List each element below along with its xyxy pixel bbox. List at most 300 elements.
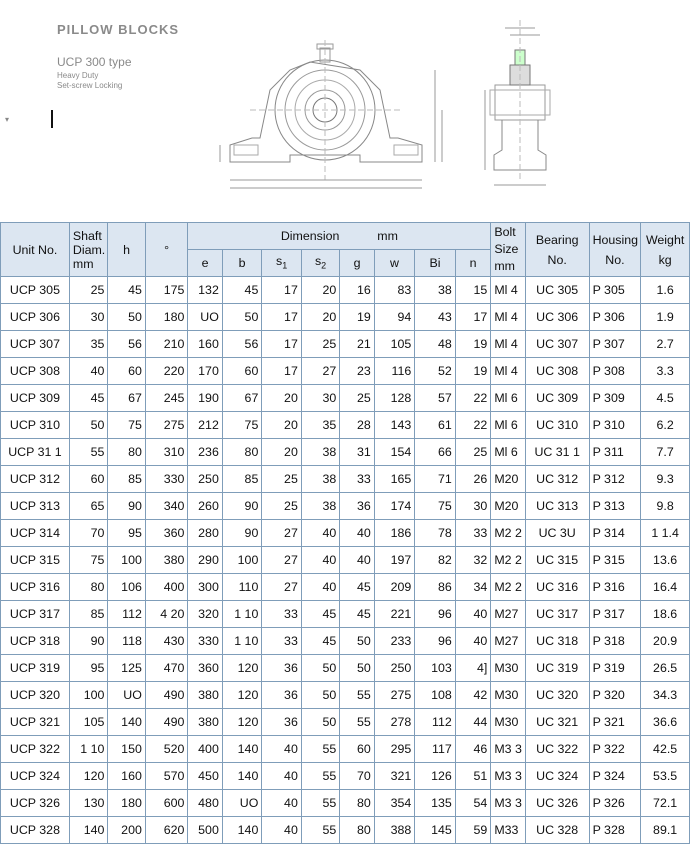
cell-bolt-size: Ml 6 xyxy=(491,412,525,439)
table-header-row xyxy=(1,223,690,250)
cell-weight: 1.6 xyxy=(641,277,690,304)
cell-degree: 430 xyxy=(145,628,188,655)
cell-degree: 180 xyxy=(145,304,188,331)
cell-g: 80 xyxy=(340,817,374,844)
cell-e: 450 xyxy=(188,763,222,790)
cell-b: 60 xyxy=(222,358,262,385)
cell-s1: 27 xyxy=(262,547,302,574)
cell-n: 51 xyxy=(455,763,491,790)
cell-g: 70 xyxy=(340,763,374,790)
cell-bi: 43 xyxy=(415,304,456,331)
cell-housing-no: P 328 xyxy=(589,817,641,844)
cell-shaft-diam: 80 xyxy=(69,574,107,601)
cell-s2: 50 xyxy=(301,709,339,736)
cell-s1: 33 xyxy=(262,601,302,628)
cell-s1: 40 xyxy=(262,763,302,790)
header-housing-no: Housing No. xyxy=(589,223,641,277)
brand-subtitle-locking: Set-screw Locking xyxy=(57,81,123,90)
cell-bi: 78 xyxy=(415,520,456,547)
cell-bearing-no: UC 305 xyxy=(525,277,589,304)
cell-shaft-diam: 100 xyxy=(69,682,107,709)
cell-unit-no: UCP 320 xyxy=(1,682,70,709)
cell-s1: 33 xyxy=(262,628,302,655)
cell-s2: 38 xyxy=(301,493,339,520)
cell-shaft-diam: 120 xyxy=(69,763,107,790)
cell-bearing-no: UC 306 xyxy=(525,304,589,331)
cell-n: 46 xyxy=(455,736,491,763)
cell-e: 280 xyxy=(188,520,222,547)
cell-housing-no: P 309 xyxy=(589,385,641,412)
cell-shaft-diam: 85 xyxy=(69,601,107,628)
brand-title: PILLOW BLOCKS xyxy=(57,22,180,37)
cell-bearing-no: UC 322 xyxy=(525,736,589,763)
cell-b: 140 xyxy=(222,763,262,790)
cell-b: 75 xyxy=(222,412,262,439)
cell-s2: 20 xyxy=(301,277,339,304)
cell-weight: 9.3 xyxy=(641,466,690,493)
cell-s1: 20 xyxy=(262,412,302,439)
cell-housing-no: P 318 xyxy=(589,628,641,655)
cell-housing-no: P 326 xyxy=(589,790,641,817)
cell-n: 17 xyxy=(455,304,491,331)
cell-weight: 26.5 xyxy=(641,655,690,682)
cell-n: 40 xyxy=(455,601,491,628)
header-s1: $s_1$ xyxy=(262,250,302,277)
cell-housing-no: P 306 xyxy=(589,304,641,331)
cell-housing-no: P 317 xyxy=(589,601,641,628)
cell-s1: 36 xyxy=(262,709,302,736)
cell-h: 60 xyxy=(108,358,145,385)
cell-h: 67 xyxy=(108,385,145,412)
cell-bolt-size: Ml 4 xyxy=(491,358,525,385)
cell-g: 33 xyxy=(340,466,374,493)
table-row xyxy=(1,520,690,547)
cell-housing-no: P 314 xyxy=(589,520,641,547)
cell-s2: 55 xyxy=(301,817,339,844)
cell-s1: 40 xyxy=(262,790,302,817)
header-shaft-diam: Shaft Diam. mm xyxy=(69,223,107,277)
cell-unit-no: UCP 324 xyxy=(1,763,70,790)
cell-e: 212 xyxy=(188,412,222,439)
cell-weight: 9.8 xyxy=(641,493,690,520)
header-b: b xyxy=(222,250,262,277)
cell-unit-no: UCP 312 xyxy=(1,466,70,493)
cell-bi: 112 xyxy=(415,709,456,736)
cell-bolt-size: Ml 6 xyxy=(491,385,525,412)
cell-g: 16 xyxy=(340,277,374,304)
cell-weight: 4.5 xyxy=(641,385,690,412)
cell-bi: 96 xyxy=(415,628,456,655)
cell-s2: 30 xyxy=(301,385,339,412)
cell-degree: 245 xyxy=(145,385,188,412)
cell-bearing-no: UC 317 xyxy=(525,601,589,628)
cell-e: 290 xyxy=(188,547,222,574)
cell-degree: 570 xyxy=(145,763,188,790)
cell-bolt-size: M20 xyxy=(491,493,525,520)
cell-unit-no: UCP 310 xyxy=(1,412,70,439)
cell-weight: 6.2 xyxy=(641,412,690,439)
cell-w: 165 xyxy=(374,466,415,493)
cell-housing-no: P 321 xyxy=(589,709,641,736)
cell-bi: 57 xyxy=(415,385,456,412)
cell-housing-no: P 322 xyxy=(589,736,641,763)
cell-bearing-no: UC 319 xyxy=(525,655,589,682)
header-bolt-size: Bolt Size mm xyxy=(491,223,525,277)
table-row xyxy=(1,466,690,493)
cell-bi: 145 xyxy=(415,817,456,844)
cell-weight: 1 1.4 xyxy=(641,520,690,547)
cell-w: 105 xyxy=(374,331,415,358)
cell-shaft-diam: 40 xyxy=(69,358,107,385)
cell-s2: 45 xyxy=(301,628,339,655)
cell-h: 75 xyxy=(108,412,145,439)
cell-degree: 380 xyxy=(145,547,188,574)
header-degree: ° xyxy=(145,223,188,277)
cell-s2: 25 xyxy=(301,331,339,358)
cell-e: 260 xyxy=(188,493,222,520)
cell-housing-no: P 319 xyxy=(589,655,641,682)
cell-unit-no: UCP 314 xyxy=(1,520,70,547)
cell-s2: 55 xyxy=(301,763,339,790)
cell-w: 83 xyxy=(374,277,415,304)
cell-bolt-size: M30 xyxy=(491,709,525,736)
cell-bolt-size: Ml 6 xyxy=(491,439,525,466)
cell-shaft-diam: 140 xyxy=(69,817,107,844)
cell-g: 28 xyxy=(340,412,374,439)
cell-degree: 310 xyxy=(145,439,188,466)
cell-unit-no: UCP 319 xyxy=(1,655,70,682)
cell-degree: 220 xyxy=(145,358,188,385)
cell-s1: 17 xyxy=(262,304,302,331)
cell-bi: 71 xyxy=(415,466,456,493)
cell-b: 90 xyxy=(222,520,262,547)
cell-weight: 18.6 xyxy=(641,601,690,628)
table-body xyxy=(1,277,690,844)
cell-bi: 126 xyxy=(415,763,456,790)
cell-weight: 3.3 xyxy=(641,358,690,385)
cell-unit-no: UCP 306 xyxy=(1,304,70,331)
cell-shaft-diam: 95 xyxy=(69,655,107,682)
cell-housing-no: P 316 xyxy=(589,574,641,601)
cell-n: 30 xyxy=(455,493,491,520)
cell-bi: 61 xyxy=(415,412,456,439)
cell-b: 120 xyxy=(222,655,262,682)
cell-b: 120 xyxy=(222,709,262,736)
cell-b: 56 xyxy=(222,331,262,358)
cell-shaft-diam: 55 xyxy=(69,439,107,466)
cell-weight: 1.9 xyxy=(641,304,690,331)
cell-bi: 48 xyxy=(415,331,456,358)
cell-bolt-size: M30 xyxy=(491,655,525,682)
cell-e: 380 xyxy=(188,709,222,736)
header-dimension: Dimension mm xyxy=(188,223,491,250)
cell-weight: 53.5 xyxy=(641,763,690,790)
cell-housing-no: P 310 xyxy=(589,412,641,439)
cell-unit-no: UCP 318 xyxy=(1,628,70,655)
cell-e: 236 xyxy=(188,439,222,466)
cell-e: 250 xyxy=(188,466,222,493)
cell-n: 34 xyxy=(455,574,491,601)
cell-bearing-no: UC 312 xyxy=(525,466,589,493)
cell-s1: 17 xyxy=(262,331,302,358)
cell-bi: 96 xyxy=(415,601,456,628)
cell-unit-no: UCP 305 xyxy=(1,277,70,304)
cell-bolt-size: M3 3 xyxy=(491,736,525,763)
cell-degree: 620 xyxy=(145,817,188,844)
cell-w: 143 xyxy=(374,412,415,439)
cell-degree: 520 xyxy=(145,736,188,763)
cell-unit-no: UCP 315 xyxy=(1,547,70,574)
cell-h: 50 xyxy=(108,304,145,331)
cell-h: 112 xyxy=(108,601,145,628)
cell-s1: 36 xyxy=(262,655,302,682)
cell-s1: 27 xyxy=(262,520,302,547)
cell-h: 100 xyxy=(108,547,145,574)
cell-h: 140 xyxy=(108,709,145,736)
cell-e: 320 xyxy=(188,601,222,628)
cell-weight: 2.7 xyxy=(641,331,690,358)
cell-bolt-size: M2 2 xyxy=(491,547,525,574)
cell-weight: 36.6 xyxy=(641,709,690,736)
table-row xyxy=(1,385,690,412)
table-row xyxy=(1,277,690,304)
cell-w: 174 xyxy=(374,493,415,520)
cell-e: 190 xyxy=(188,385,222,412)
cell-n: 22 xyxy=(455,385,491,412)
cell-housing-no: P 315 xyxy=(589,547,641,574)
cell-b: 90 xyxy=(222,493,262,520)
cell-h: 45 xyxy=(108,277,145,304)
cell-w: 197 xyxy=(374,547,415,574)
cell-shaft-diam: 25 xyxy=(69,277,107,304)
cell-e: 300 xyxy=(188,574,222,601)
table-row xyxy=(1,412,690,439)
cell-bolt-size: M2 2 xyxy=(491,574,525,601)
cell-bearing-no: UC 3U xyxy=(525,520,589,547)
cell-bi: 108 xyxy=(415,682,456,709)
cell-e: 132 xyxy=(188,277,222,304)
cell-bearing-no: UC 316 xyxy=(525,574,589,601)
header-w: w xyxy=(374,250,415,277)
cell-e: 400 xyxy=(188,736,222,763)
cell-shaft-diam: 35 xyxy=(69,331,107,358)
cell-w: 94 xyxy=(374,304,415,331)
cell-shaft-diam: 50 xyxy=(69,412,107,439)
cell-housing-no: P 313 xyxy=(589,493,641,520)
cell-unit-no: UCP 313 xyxy=(1,493,70,520)
brand-type: UCP 300 type xyxy=(57,55,132,69)
cell-b: 50 xyxy=(222,304,262,331)
header-e: e xyxy=(188,250,222,277)
cell-n: 25 xyxy=(455,439,491,466)
cell-s1: 40 xyxy=(262,817,302,844)
cell-h: 160 xyxy=(108,763,145,790)
cell-bearing-no: UC 313 xyxy=(525,493,589,520)
cell-s2: 40 xyxy=(301,520,339,547)
cell-shaft-diam: 130 xyxy=(69,790,107,817)
cell-h: 180 xyxy=(108,790,145,817)
cell-bolt-size: Ml 4 xyxy=(491,304,525,331)
cell-bearing-no: UC 318 xyxy=(525,628,589,655)
cell-bearing-no: UC 324 xyxy=(525,763,589,790)
cell-degree: 175 xyxy=(145,277,188,304)
cell-bolt-size: Ml 4 xyxy=(491,331,525,358)
cell-housing-no: P 324 xyxy=(589,763,641,790)
text-cursor xyxy=(51,110,53,128)
header-h: h xyxy=(108,223,145,277)
cell-w: 321 xyxy=(374,763,415,790)
cell-g: 31 xyxy=(340,439,374,466)
cell-g: 19 xyxy=(340,304,374,331)
cell-n: 4] xyxy=(455,655,491,682)
cell-shaft-diam: 1 10 xyxy=(69,736,107,763)
cell-degree: 4 20 xyxy=(145,601,188,628)
cell-h: UO xyxy=(108,682,145,709)
cell-weight: 7.7 xyxy=(641,439,690,466)
cell-shaft-diam: 60 xyxy=(69,466,107,493)
cell-bearing-no: UC 31 1 xyxy=(525,439,589,466)
cell-unit-no: UCP 316 xyxy=(1,574,70,601)
table-row xyxy=(1,574,690,601)
header-bearing-no: Bearing No. xyxy=(525,223,589,277)
cell-s2: 45 xyxy=(301,601,339,628)
cell-degree: 210 xyxy=(145,331,188,358)
cell-housing-no: P 305 xyxy=(589,277,641,304)
cell-e: 500 xyxy=(188,817,222,844)
cell-g: 55 xyxy=(340,709,374,736)
cell-w: 128 xyxy=(374,385,415,412)
cell-housing-no: P 311 xyxy=(589,439,641,466)
cell-s2: 40 xyxy=(301,574,339,601)
cell-g: 55 xyxy=(340,682,374,709)
cell-e: 160 xyxy=(188,331,222,358)
cell-h: 56 xyxy=(108,331,145,358)
cell-e: UO xyxy=(188,304,222,331)
cell-shaft-diam: 90 xyxy=(69,628,107,655)
cell-weight: 20.9 xyxy=(641,628,690,655)
cell-n: 42 xyxy=(455,682,491,709)
cell-h: 200 xyxy=(108,817,145,844)
cell-bearing-no: UC 315 xyxy=(525,547,589,574)
cell-bi: 135 xyxy=(415,790,456,817)
cell-e: 480 xyxy=(188,790,222,817)
cell-bi: 38 xyxy=(415,277,456,304)
cell-w: 154 xyxy=(374,439,415,466)
cell-bearing-no: UC 320 xyxy=(525,682,589,709)
cell-n: 15 xyxy=(455,277,491,304)
cell-unit-no: UCP 307 xyxy=(1,331,70,358)
cell-e: 360 xyxy=(188,655,222,682)
table-row xyxy=(1,682,690,709)
cell-unit-no: UCP 317 xyxy=(1,601,70,628)
cell-bi: 86 xyxy=(415,574,456,601)
cell-shaft-diam: 45 xyxy=(69,385,107,412)
cell-g: 45 xyxy=(340,601,374,628)
cell-bearing-no: UC 326 xyxy=(525,790,589,817)
cell-w: 354 xyxy=(374,790,415,817)
cell-bearing-no: UC 308 xyxy=(525,358,589,385)
cell-shaft-diam: 70 xyxy=(69,520,107,547)
cell-b: UO xyxy=(222,790,262,817)
table-row xyxy=(1,493,690,520)
table-row xyxy=(1,601,690,628)
cell-degree: 490 xyxy=(145,709,188,736)
cell-g: 25 xyxy=(340,385,374,412)
cell-degree: 400 xyxy=(145,574,188,601)
cell-w: 209 xyxy=(374,574,415,601)
table-row xyxy=(1,331,690,358)
table-row xyxy=(1,439,690,466)
cell-weight: 16.4 xyxy=(641,574,690,601)
cell-s1: 25 xyxy=(262,466,302,493)
cell-b: 110 xyxy=(222,574,262,601)
catalog-header xyxy=(0,0,690,222)
cell-s1: 20 xyxy=(262,385,302,412)
cell-s2: 50 xyxy=(301,655,339,682)
cell-s2: 38 xyxy=(301,439,339,466)
cell-weight: 72.1 xyxy=(641,790,690,817)
cell-unit-no: UCP 326 xyxy=(1,790,70,817)
cell-bolt-size: M20 xyxy=(491,466,525,493)
cell-housing-no: P 307 xyxy=(589,331,641,358)
bullet-icon: ▾ xyxy=(5,115,10,124)
cell-unit-no: UCP 31 1 xyxy=(1,439,70,466)
cell-bolt-size: M27 xyxy=(491,628,525,655)
cell-degree: 340 xyxy=(145,493,188,520)
cell-housing-no: P 308 xyxy=(589,358,641,385)
cell-bearing-no: UC 307 xyxy=(525,331,589,358)
cell-degree: 330 xyxy=(145,466,188,493)
cell-weight: 13.6 xyxy=(641,547,690,574)
cell-g: 80 xyxy=(340,790,374,817)
cell-s2: 55 xyxy=(301,736,339,763)
cell-g: 23 xyxy=(340,358,374,385)
cell-weight: 42.5 xyxy=(641,736,690,763)
cell-bolt-size: M2 2 xyxy=(491,520,525,547)
cell-degree: 490 xyxy=(145,682,188,709)
cell-g: 50 xyxy=(340,655,374,682)
cell-s2: 35 xyxy=(301,412,339,439)
cell-e: 170 xyxy=(188,358,222,385)
cell-s1: 25 xyxy=(262,493,302,520)
cell-g: 40 xyxy=(340,547,374,574)
table-row xyxy=(1,547,690,574)
cell-shaft-diam: 75 xyxy=(69,547,107,574)
cell-s1: 36 xyxy=(262,682,302,709)
cell-n: 22 xyxy=(455,412,491,439)
pillow-block-technical-drawing xyxy=(210,10,560,210)
cell-b: 140 xyxy=(222,736,262,763)
cell-s2: 55 xyxy=(301,790,339,817)
cell-s1: 27 xyxy=(262,574,302,601)
cell-g: 50 xyxy=(340,628,374,655)
cell-unit-no: UCP 322 xyxy=(1,736,70,763)
cell-bolt-size: M30 xyxy=(491,682,525,709)
cell-b: 67 xyxy=(222,385,262,412)
cell-w: 186 xyxy=(374,520,415,547)
cell-shaft-diam: 105 xyxy=(69,709,107,736)
cell-unit-no: UCP 321 xyxy=(1,709,70,736)
header-n: n xyxy=(455,250,491,277)
cell-b: 1 10 xyxy=(222,601,262,628)
cell-w: 233 xyxy=(374,628,415,655)
cell-s2: 50 xyxy=(301,682,339,709)
cell-bearing-no: UC 310 xyxy=(525,412,589,439)
cell-unit-no: UCP 328 xyxy=(1,817,70,844)
cell-bi: 52 xyxy=(415,358,456,385)
cell-n: 33 xyxy=(455,520,491,547)
cell-s1: 17 xyxy=(262,277,302,304)
